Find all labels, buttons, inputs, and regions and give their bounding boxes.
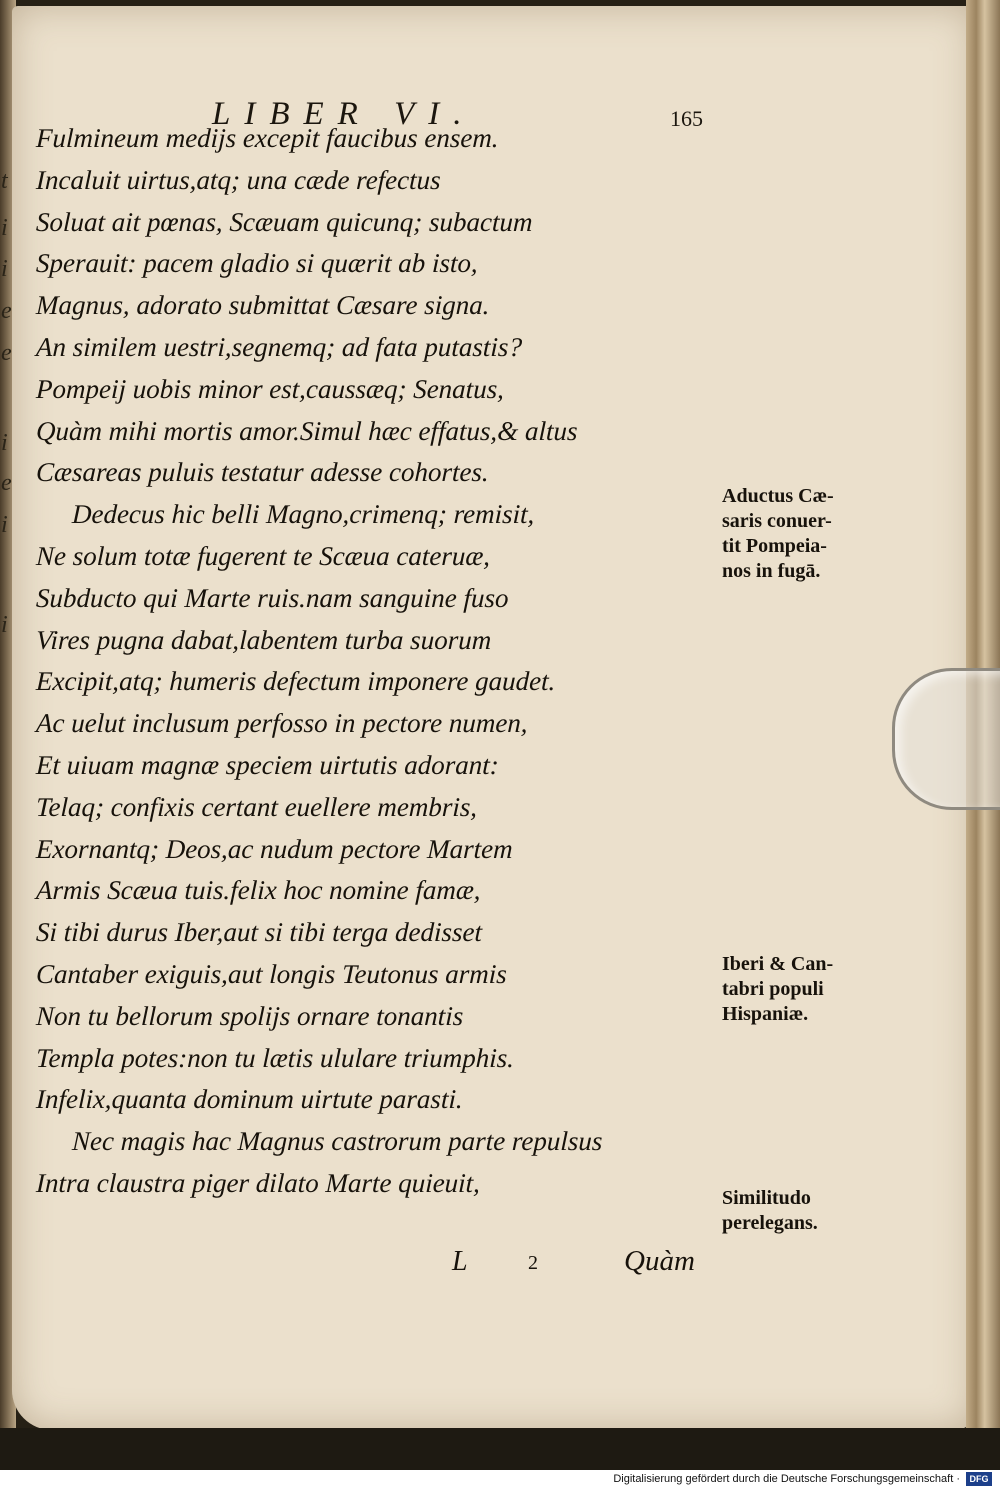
verse-line: Armis Scæua tuis.felix hoc nomine famæ,	[35, 875, 482, 906]
marginal-note-iberi	[722, 952, 833, 1027]
verse-line: Soluat ait pœnas, Scæuam quicunq; subactum	[35, 206, 534, 237]
page-number: 165	[670, 106, 703, 131]
verse-line: Vires pugna dabat,labentem turba suorum	[35, 624, 492, 655]
verse-line: Templa potes:non tu lætis ululare triumphis.	[35, 1042, 515, 1073]
verse-line: Intra claustra piger dilato Marte quieuit,	[35, 1167, 481, 1198]
verse-line: Telaq; confixis certant euellere membris,	[35, 791, 478, 822]
marginal-note-line: saris conuer-	[722, 510, 832, 532]
funding-credit: Digitalisierung gefördert durch die Deutsche Forschungsgemeinschaft ·	[613, 1473, 960, 1485]
verse-line: Nec magis hac Magnus castrorum parte repulsus	[71, 1126, 604, 1157]
marginal-note-line: Iberi & Can-	[722, 953, 834, 975]
verse-line: Non tu bellorum spolijs ornare tonantis	[35, 1000, 464, 1031]
verse-line: Magnus, adorato submittat Cæsare signa.	[35, 290, 491, 321]
verse-line: Subducto qui Marte ruis.nam sanguine fuso	[35, 582, 510, 613]
marginal-note-similitudo	[722, 1186, 818, 1236]
verse-line: Dedecus hic belli Magno,crimenq; remisit,	[71, 499, 535, 530]
verse-line: Fulmineum medijs excepit faucibus ensem.	[35, 123, 500, 153]
catchword: Quàm	[624, 1245, 695, 1277]
running-head: LIBER VI.	[212, 96, 476, 132]
marginal-note-line: Hispaniæ.	[722, 1003, 809, 1025]
verse-line: Ne solum totæ fugerent te Scæua cateruæ,	[35, 540, 491, 571]
verse-line: Si tibi durus Iber,aut si tibi terga dedisset	[35, 917, 483, 948]
verse-line: Ac uelut inclusum perfosso in pectore numen,	[35, 708, 529, 739]
marginal-note-line: perelegans.	[722, 1212, 818, 1234]
margin-fragment: e	[1, 340, 12, 366]
verse-line: Cantaber exiguis,aut longis Teutonus armis	[35, 958, 508, 989]
marginal-note-line: Similitudo	[722, 1187, 811, 1209]
verse-line: Et uiuam magnæ speciem uirtutis adorant:	[35, 749, 500, 780]
signature-mark: L	[452, 1246, 468, 1277]
margin-fragment: e	[1, 298, 12, 324]
footer-bar	[0, 1470, 1000, 1490]
verse-line: Cæsareas puluis testatur adesse cohortes.	[35, 457, 490, 488]
verse-line: Exornantq; Deos,ac nudum pectore Martem	[35, 833, 514, 864]
page-holder-clip	[892, 668, 1000, 810]
margin-fragment: i	[1, 430, 8, 456]
margin-fragment: i	[1, 612, 8, 638]
verse-text	[36, 118, 726, 1205]
verse-line: Quàm mihi mortis amor.Simul hæc effatus,& altus	[35, 415, 579, 446]
marginal-note-line: tabri populi	[722, 978, 824, 1000]
verse-line: Pompeij uobis minor est,caussæq; Senatus,	[35, 373, 505, 404]
dfg-logo-icon: DFG	[966, 1472, 992, 1486]
margin-fragment: i	[1, 256, 8, 282]
marginal-note-line: nos in fugā.	[722, 560, 821, 582]
verse-line: Sperauit: pacem gladio si quærit ab isto,	[35, 248, 479, 279]
marginal-note-aductus	[722, 484, 834, 584]
margin-fragment: i	[1, 512, 8, 538]
verse-line: An similem uestri,segnemq; ad fata putastis?	[35, 331, 523, 362]
margin-fragment: e	[1, 470, 12, 496]
verse-line: Infelix,quanta dominum uirtute parasti.	[35, 1084, 464, 1115]
verse-line: Incaluit uirtus,atq; una cæde refectus	[35, 164, 442, 195]
marginal-note-line: Aductus Cæ-	[722, 485, 834, 507]
margin-fragment: i	[1, 215, 8, 241]
signature-number: 2	[528, 1252, 538, 1274]
verse-line: Excipit,atq; humeris defectum imponere gaudet.	[35, 666, 556, 697]
marginal-note-line: tit Pompeia-	[722, 535, 827, 557]
margin-fragment: t	[1, 168, 8, 194]
page-bottom-shadow	[0, 1428, 1000, 1470]
